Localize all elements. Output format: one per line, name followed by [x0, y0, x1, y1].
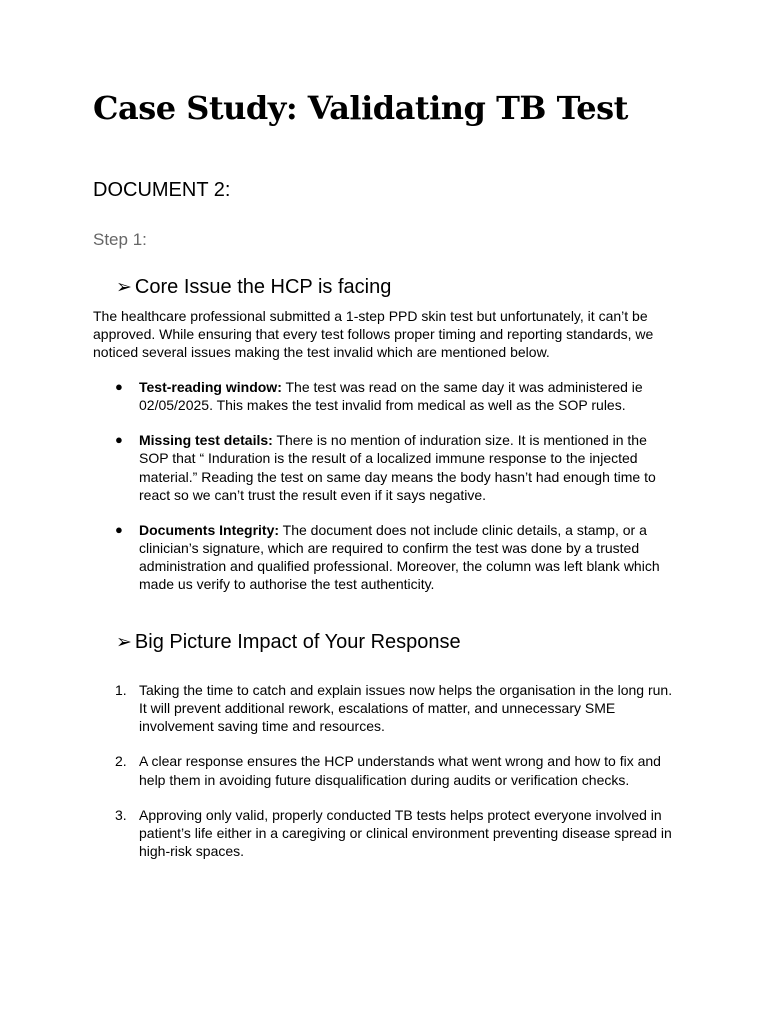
core-issue-heading-text: Core Issue the HCP is facing	[134, 276, 392, 298]
arrow-bullet-icon: ➢	[116, 276, 132, 298]
impact-item	[0, 806, 674, 861]
impact-text: Approving only valid, properly conducted TB tests helps protect everyone involved in patient’s life either in a caregiving or clinical environment preventing disease spread in high-risk spaces.	[139, 806, 672, 860]
impact-text: A clear response ensures the HCP understands what went wrong and how to fix and help them in avoiding future disqualification during audits or verification checks.	[139, 753, 661, 788]
issue-item	[0, 431, 674, 504]
issue-label: Documents Integrity:	[139, 521, 280, 538]
issue-text: The test was read on the same day it was administered ie 02/05/2025. This makes the test invalid from medical as well as the SOP rules.	[139, 379, 643, 414]
issue-text: The document does not include clinic details, a stamp, or a clinician’s signature, which are required to confirm the test was done by a trusted administration and qualified professional. Moreover, the column was left blank which made us verify to authorise the test authenticity.	[139, 521, 660, 593]
core-issue-intro: The healthcare professional submitted a 1-step PPD skin test but unfortunately, it can’t be approved. While ensuring that every test follows proper timing and reporting standards, we noticed several issues making the test invalid which are mentioned below.	[93, 308, 654, 361]
step-label: Step 1:	[93, 230, 147, 249]
document-number-heading: DOCUMENT 2:	[93, 179, 231, 201]
bullet-icon: ●	[115, 379, 123, 394]
issue-label: Missing test details:	[139, 432, 273, 449]
issues-list	[0, 378, 768, 610]
impact-number: 1.	[115, 682, 127, 698]
impact-item	[0, 752, 674, 788]
impacts-list	[0, 681, 768, 877]
issue-item	[0, 521, 674, 594]
arrow-bullet-icon: ➢	[116, 631, 132, 653]
big-picture-heading	[116, 629, 461, 655]
document-title: Case Study: Validating TB Test	[93, 89, 628, 127]
impact-item	[0, 681, 674, 736]
core-issue-heading	[116, 274, 391, 300]
issue-text: There is no mention of induration size. It is mentioned in the SOP that “ Induration is the result of a localized immune response to the injected material.” Reading the test on same day means the body hasn’t had enough time to react so we can’t trust the result even if it says negative.	[139, 432, 656, 503]
impact-text: Taking the time to catch and explain issues now helps the organisation in the long run. It will prevent additional rework, escalations of matter, and unnecessary SME involvement saving time and resources.	[139, 682, 673, 735]
issue-item	[0, 378, 674, 414]
issue-label: Test-reading window:	[139, 379, 282, 395]
impact-number: 2.	[115, 753, 127, 770]
bullet-icon: ●	[115, 521, 123, 537]
big-picture-heading-text: Big Picture Impact of Your Response	[134, 631, 461, 653]
bullet-icon: ●	[115, 432, 123, 448]
impact-number: 3.	[115, 806, 127, 823]
